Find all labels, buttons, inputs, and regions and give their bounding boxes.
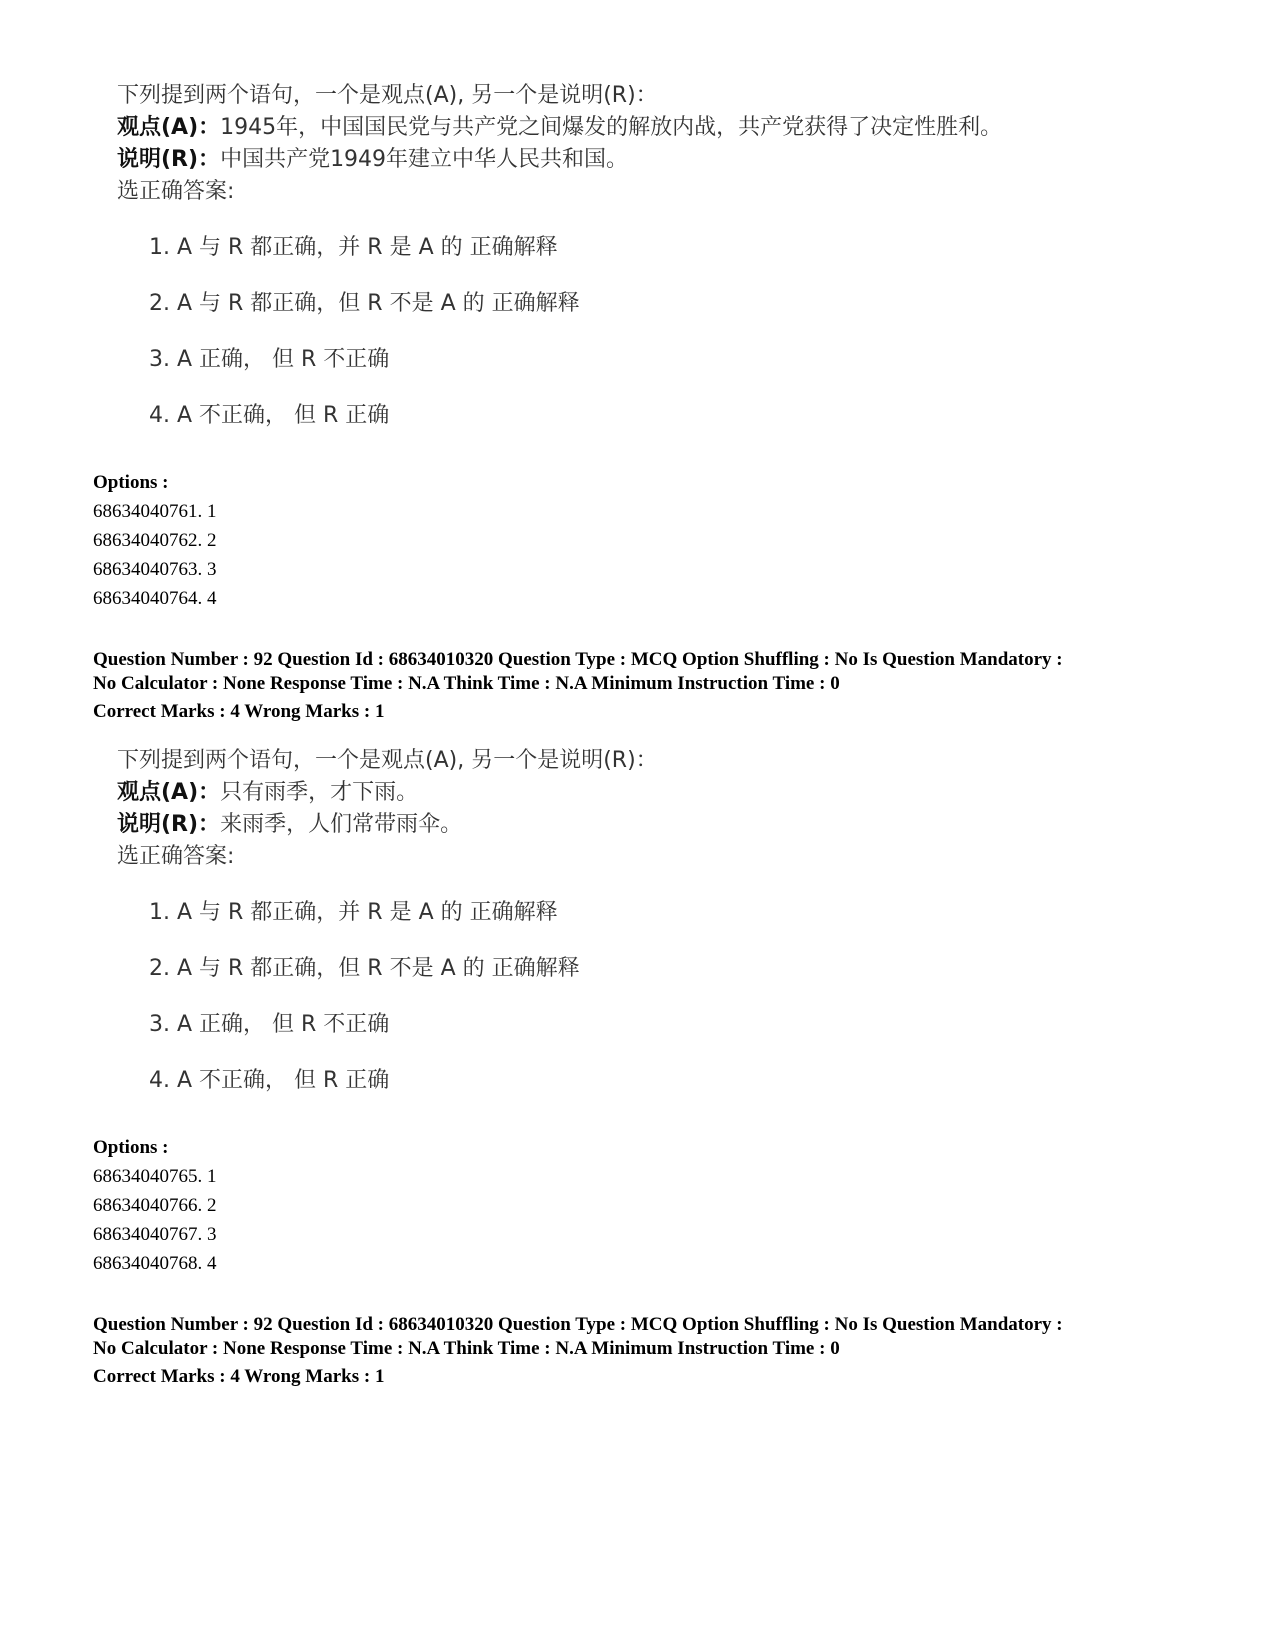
options-list-1: [93, 468, 217, 613]
question-meta-1: [93, 648, 1213, 724]
reason-line: [117, 809, 658, 841]
reason-text: 中国共产党1949年建立中华人民共和国。: [220, 147, 629, 172]
option-item: 68634040765. 1: [93, 1166, 217, 1187]
question-prompt: 选正确答案:: [117, 179, 235, 204]
reason-text: 来雨季，人们常带雨伞。: [220, 812, 463, 837]
options-label: Options :: [93, 1137, 169, 1158]
choice-1: 1. A 与 R 都正确，并 R 是 A 的 正确解释: [149, 900, 558, 925]
option-item: 68634040766. 2: [93, 1195, 217, 1216]
option-item: 68634040763. 3: [93, 559, 217, 580]
meta-line-1: Question Number : 92 Question Id : 68634010320 Question Type : MCQ Option Shuffling : No Is Question Mandatory :: [93, 1314, 1063, 1335]
choice-2: 2. A 与 R 都正确，但 R 不是 A 的 正确解释: [149, 956, 580, 981]
question-prompt: 选正确答案:: [117, 844, 235, 869]
meta-line-3: Correct Marks : 4 Wrong Marks : 1: [93, 1366, 385, 1387]
meta-line-2: No Calculator : None Response Time : N.A Think Time : N.A Minimum Instruction Time : 0: [93, 1338, 840, 1359]
options-list-2: [93, 1133, 217, 1278]
question-meta-2: [93, 1313, 1213, 1389]
option-item: 68634040767. 3: [93, 1224, 217, 1245]
meta-line-3: Correct Marks : 4 Wrong Marks : 1: [93, 701, 385, 722]
choice-3: 3. A 正确， 但 R 不正确: [149, 1012, 390, 1037]
reason-line: [117, 144, 1002, 176]
assertion-text: 只有雨季，才下雨。: [220, 780, 419, 805]
choice-4: 4. A 不正确， 但 R 正确: [149, 1068, 390, 1093]
question-image-1: [117, 80, 1002, 432]
question-intro: 下列提到两个语句，一个是观点(A), 另一个是说明(R)：: [117, 83, 658, 108]
option-item: 68634040761. 1: [93, 501, 217, 522]
assertion-line: [117, 112, 1002, 144]
assertion-label: 观点(A)：: [117, 780, 221, 805]
choice-2: 2. A 与 R 都正确，但 R 不是 A 的 正确解释: [149, 291, 580, 316]
option-item: 68634040762. 2: [93, 530, 217, 551]
meta-line-2: No Calculator : None Response Time : N.A Think Time : N.A Minimum Instruction Time : 0: [93, 673, 840, 694]
option-item: 68634040764. 4: [93, 588, 217, 609]
reason-label: 说明(R)：: [117, 147, 221, 172]
choice-4: 4. A 不正确， 但 R 正确: [149, 403, 390, 428]
choice-3: 3. A 正确， 但 R 不正确: [149, 347, 390, 372]
meta-line-1: Question Number : 92 Question Id : 68634010320 Question Type : MCQ Option Shuffling : No Is Question Mandatory :: [93, 649, 1063, 670]
choice-1: 1. A 与 R 都正确，并 R 是 A 的 正确解释: [149, 235, 558, 260]
question-intro: 下列提到两个语句，一个是观点(A), 另一个是说明(R)：: [117, 748, 658, 773]
question-image-2: [117, 745, 658, 1097]
assertion-label: 观点(A)：: [117, 115, 221, 140]
reason-label: 说明(R)：: [117, 812, 221, 837]
assertion-line: [117, 777, 658, 809]
options-label: Options :: [93, 472, 169, 493]
assertion-text: 1945年，中国国民党与共产党之间爆发的解放内战，共产党获得了决定性胜利。: [220, 115, 1003, 140]
option-item: 68634040768. 4: [93, 1253, 217, 1274]
